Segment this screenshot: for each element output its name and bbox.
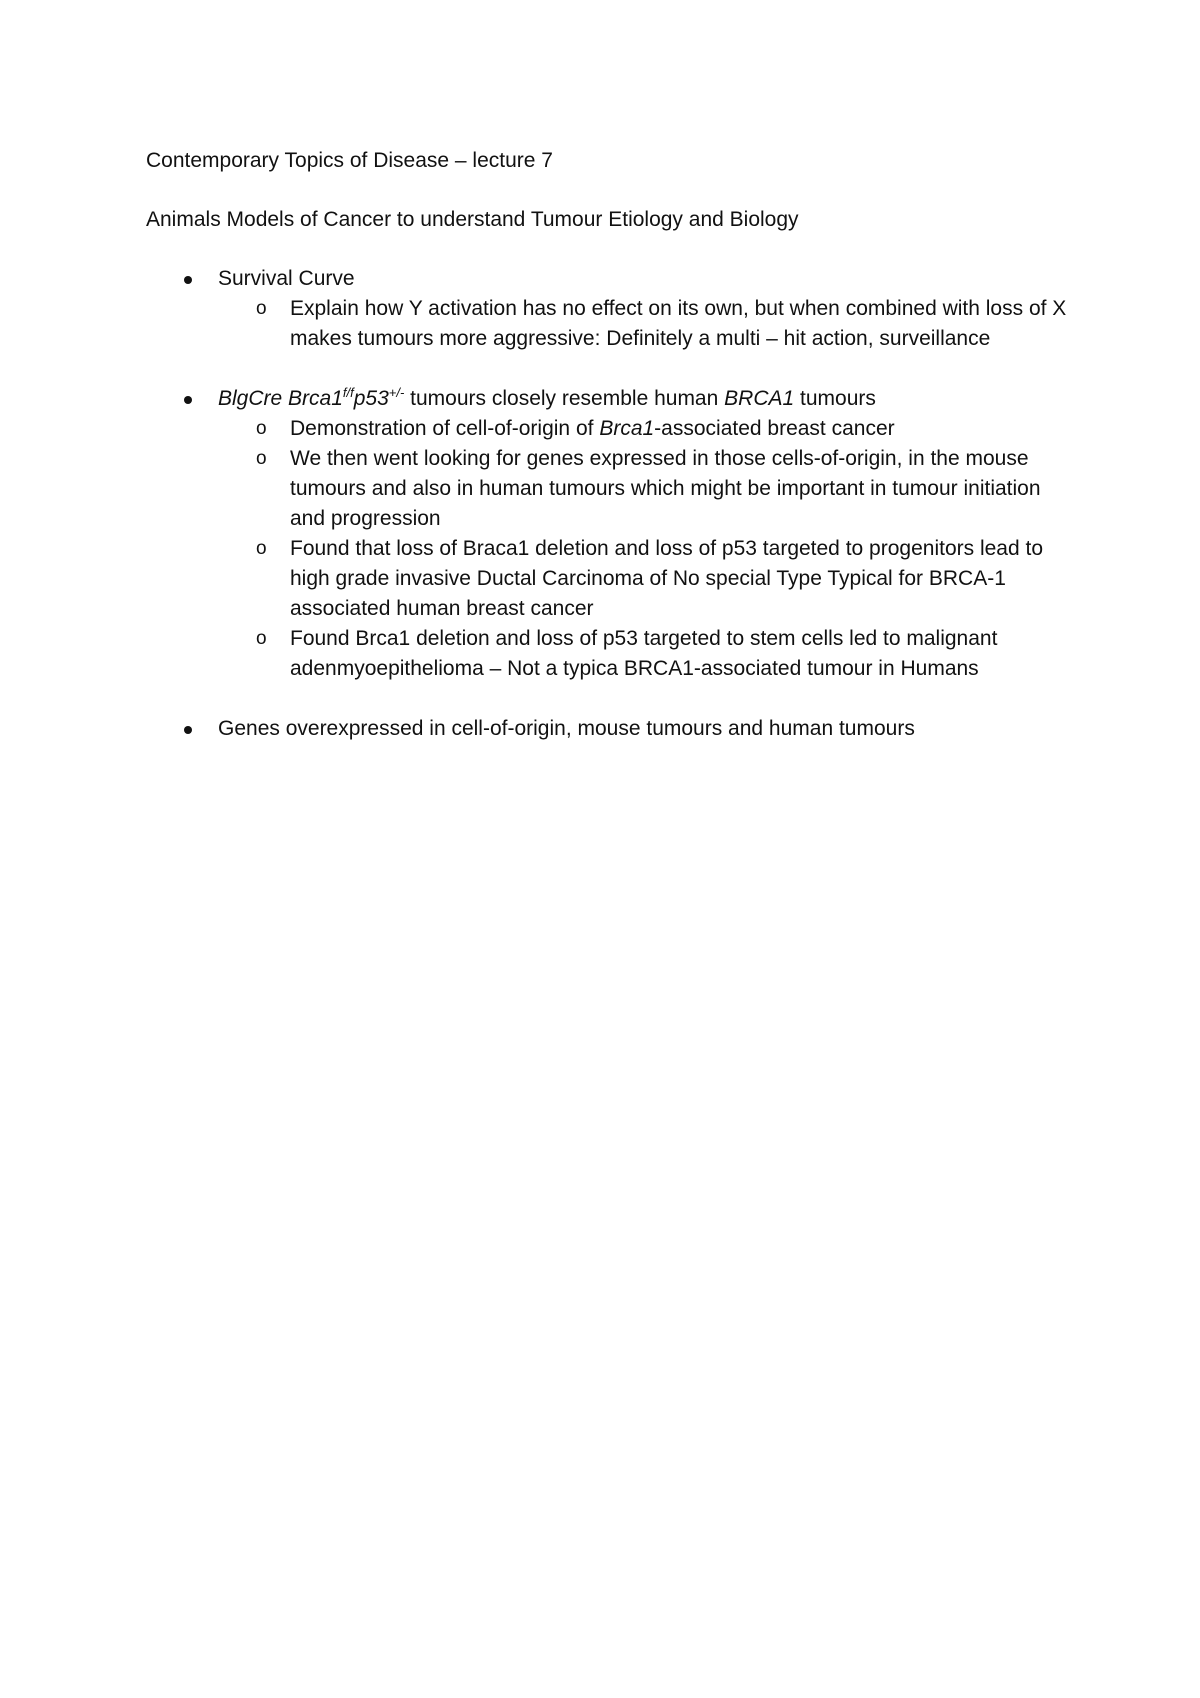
bullet-item-survival-curve: [146, 264, 1076, 354]
sub-marker-icon: o: [256, 538, 267, 559]
bullet-item-genes-overexpressed: [146, 714, 1076, 744]
gene-name: BRCA1: [724, 387, 795, 410]
sub-list: [218, 294, 1076, 354]
sub-item-text-part: -associated breast cancer: [654, 417, 895, 440]
sub-marker-icon: o: [256, 628, 267, 649]
bullet-label-text: tumours: [794, 387, 876, 410]
document-subtitle: Animals Models of Cancer to understand Tumour Etiology and Biology: [146, 208, 799, 231]
sub-item: [218, 294, 1076, 354]
sub-item-text: Found Brca1 deletion and loss of p53 targeted to stem cells led to malignant adenmyoepithelioma – Not a typica BRCA1-associated tumour in Humans: [290, 627, 998, 680]
bullet-dot-icon: [184, 396, 192, 404]
sub-item-text: Found that loss of Braca1 deletion and loss of p53 targeted to progenitors lead to high grade invasive Ductal Carcinoma of No special Type Typical for BRCA-1 associated human breast cancer: [290, 537, 1043, 620]
sub-item-text: [290, 417, 895, 440]
genotype-superscript: f/f: [342, 385, 354, 400]
sub-item: [218, 414, 1076, 444]
genotype-superscript: +/-: [388, 385, 405, 400]
bullet-label: Survival Curve: [218, 267, 355, 290]
gene-name: Brca1: [599, 417, 655, 440]
document-title: Contemporary Topics of Disease – lecture 7: [146, 149, 553, 172]
sub-marker-icon: o: [256, 448, 267, 469]
sub-marker-icon: o: [256, 298, 267, 319]
sub-item-text: Explain how Y activation has no effect on its own, but when combined with loss of X makes tumours more aggressive: Definitely a multi – hit action, surveillance: [290, 297, 1067, 350]
bullet-dot-icon: [184, 276, 192, 284]
document-body: [146, 146, 1076, 774]
bullet-dot-icon: [184, 726, 192, 734]
sub-item: [218, 624, 1076, 684]
bullet-label: [218, 387, 876, 410]
bullet-label: Genes overexpressed in cell-of-origin, mouse tumours and human tumours: [218, 717, 915, 740]
sub-item-text: We then went looking for genes expressed in those cells-of-origin, in the mouse tumours and also in human tumours which might be important in tumour initiation and progression: [290, 447, 1041, 530]
gene-name: BlgCre Brca1: [218, 387, 343, 410]
bullet-label-text: tumours closely resemble human: [404, 387, 725, 410]
gene-name: p53: [353, 387, 389, 410]
sub-list: [218, 414, 1076, 684]
sub-item: [218, 534, 1076, 624]
sub-item: [218, 444, 1076, 534]
sub-item-text-part: Demonstration of cell-of-origin of: [290, 417, 600, 440]
bullet-item-brca1-tumours: [146, 384, 1076, 684]
bullet-list: [146, 264, 1076, 744]
sub-marker-icon: o: [256, 418, 267, 439]
